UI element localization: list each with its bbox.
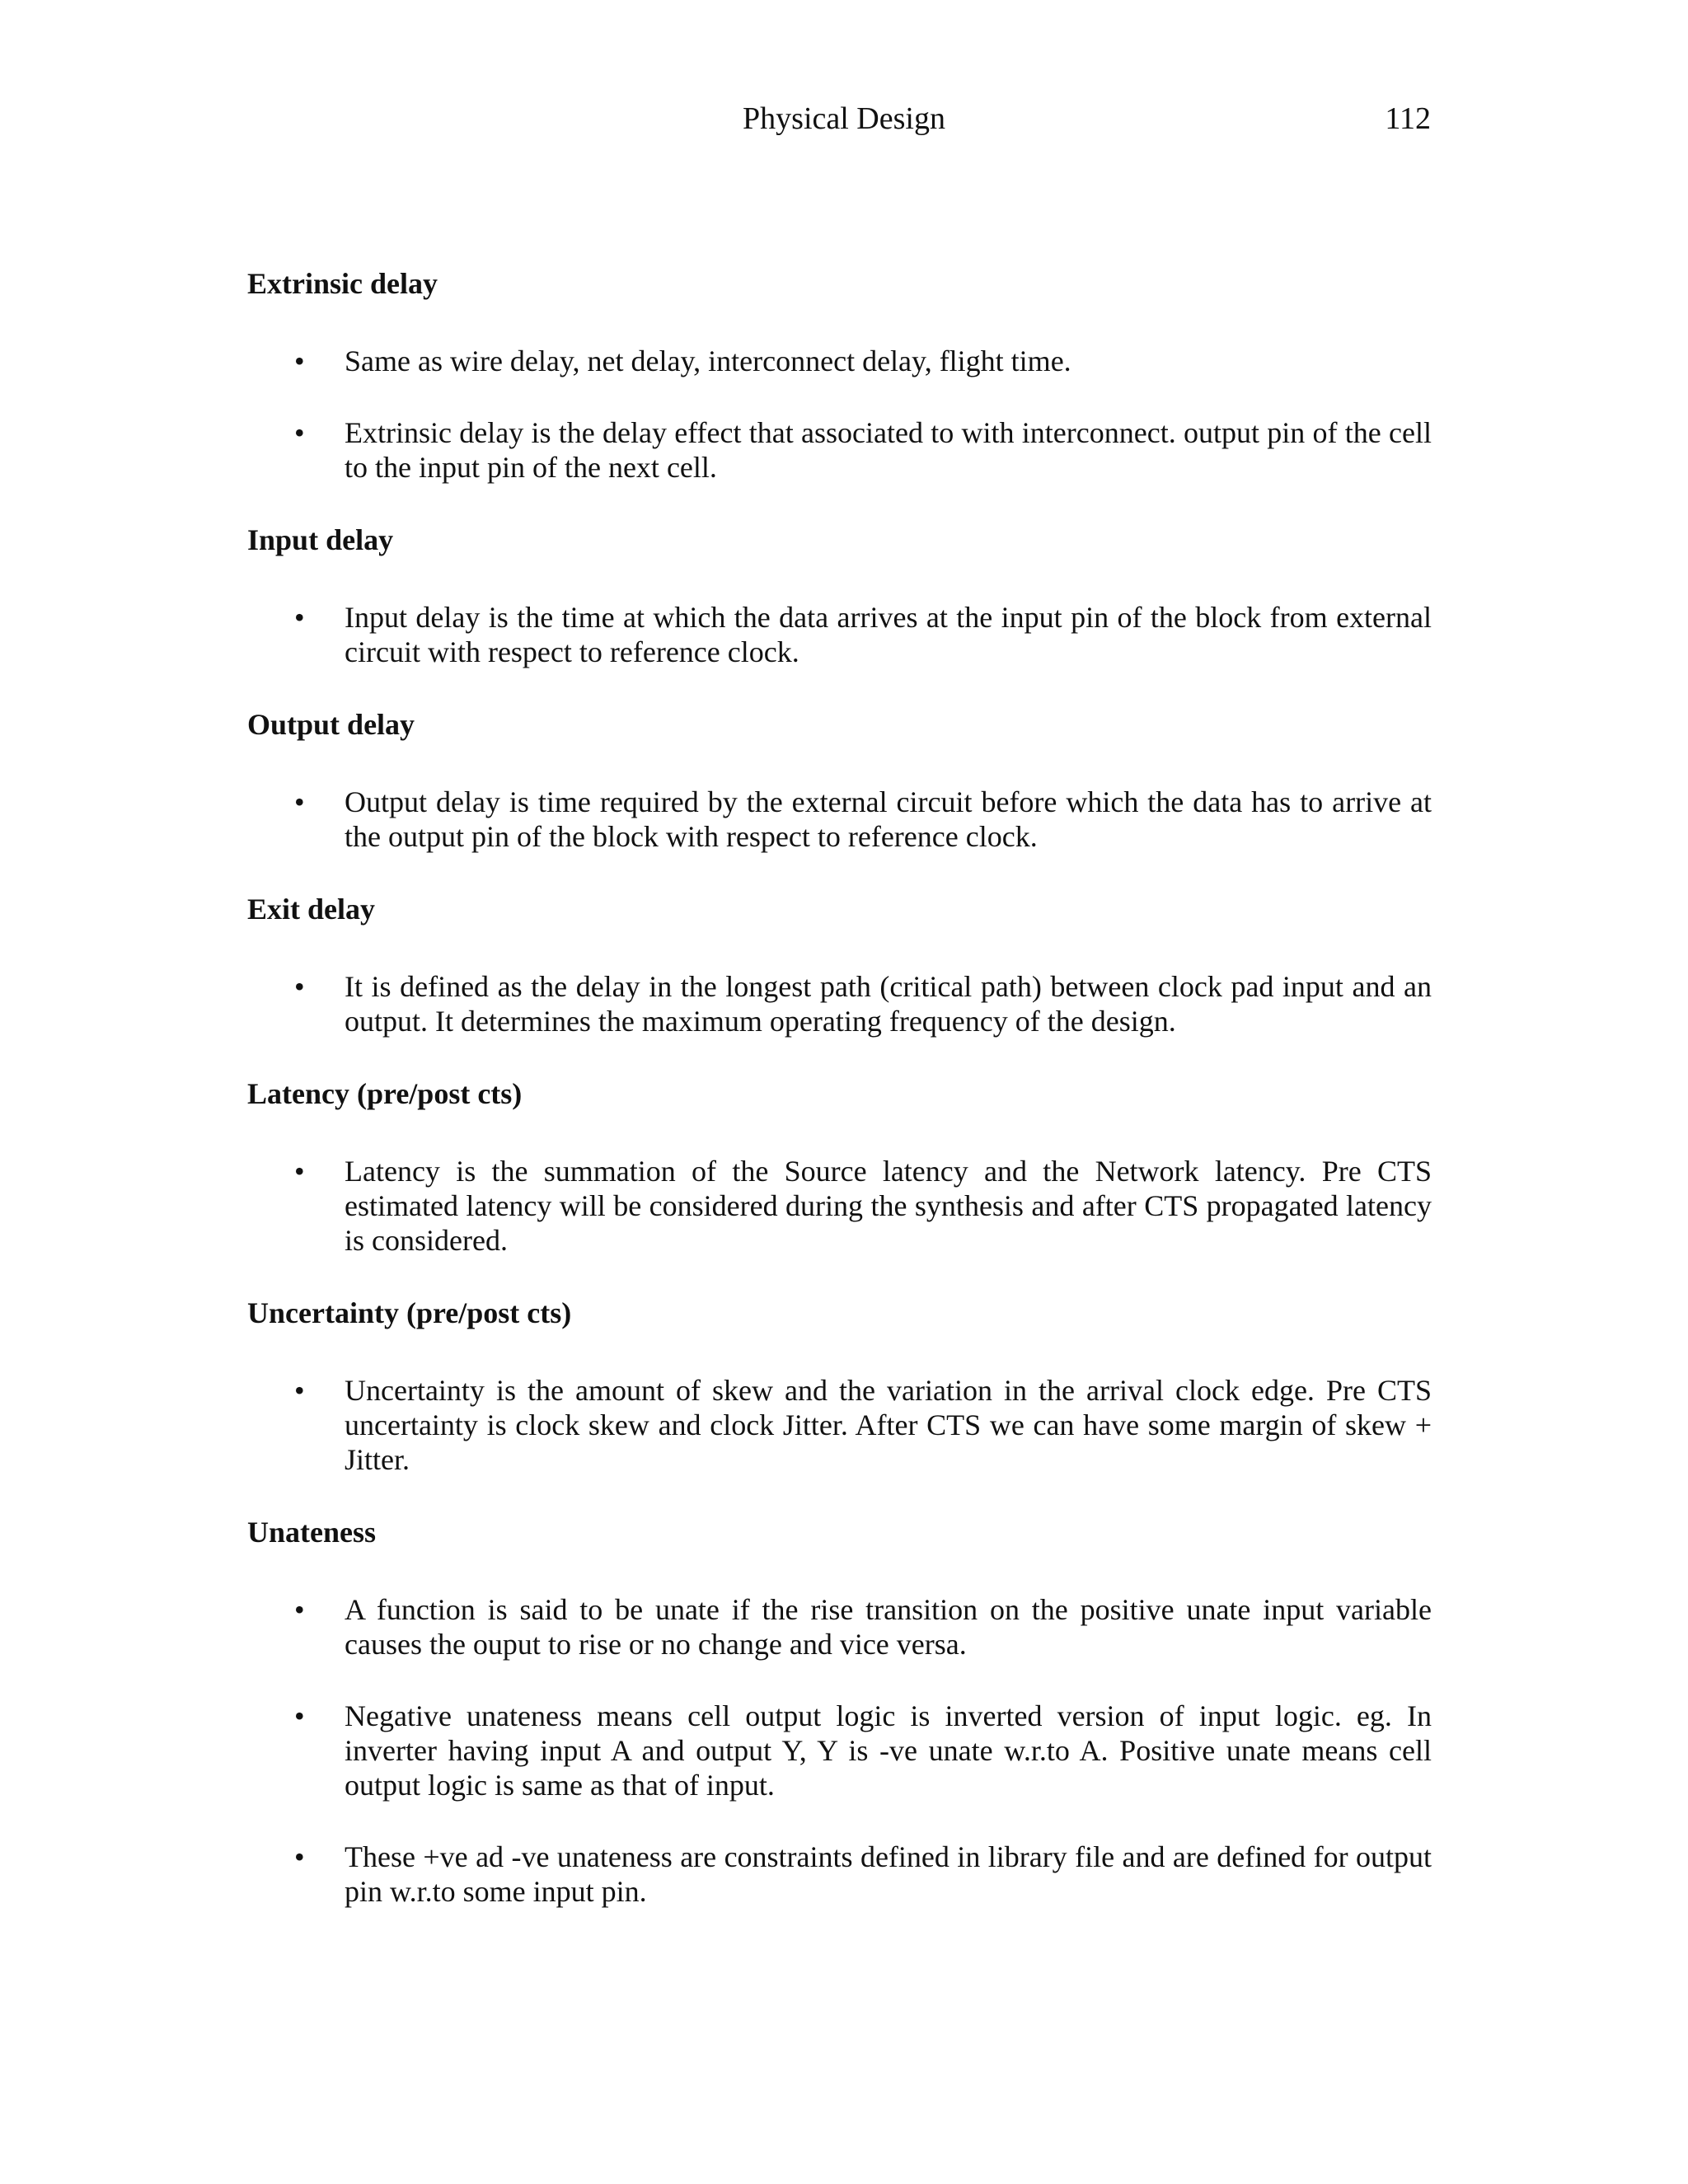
bullet-list (247, 1592, 1432, 1909)
bullet-icon: • (294, 1699, 305, 1732)
bullet-item (247, 969, 1432, 1038)
bullet-list (247, 969, 1432, 1038)
page-body (247, 262, 1432, 1943)
bullet-list (247, 1154, 1432, 1258)
bullet-list (247, 1373, 1432, 1477)
bullet-text: Extrinsic delay is the delay effect that associated to with interconnect. output pin of the cell to the input pin of the next cell. (345, 416, 1432, 484)
bullet-item (247, 1154, 1432, 1258)
running-header (0, 97, 1688, 147)
bullet-text: Output delay is time required by the external circuit before which the data has to arrive at the output pin of the block with respect to reference clock. (345, 785, 1432, 853)
bullet-icon: • (294, 970, 305, 1003)
bullet-item (247, 1699, 1432, 1802)
bullet-icon: • (294, 1155, 305, 1188)
bullet-item (247, 785, 1432, 854)
section-extrinsic-delay (247, 262, 1432, 485)
bullet-list (247, 600, 1432, 669)
section-output-delay (247, 703, 1432, 854)
bullet-text: Uncertainty is the amount of skew and the variation in the arrival clock edge. Pre CTS uncertainty is clock skew and clock Jitter. After CTS we can have some margin of skew + Jitter. (345, 1374, 1432, 1476)
page-number: 112 (1385, 101, 1431, 136)
bullet-item (247, 1592, 1432, 1661)
bullet-icon: • (294, 1593, 305, 1626)
bullet-icon: • (294, 785, 305, 818)
section-heading: Latency (pre/post cts) (247, 1077, 523, 1110)
bullet-icon: • (294, 601, 305, 634)
section-latency (247, 1072, 1432, 1258)
bullet-text: These +ve ad -ve unateness are constraints defined in library file and are defined for output pin w.r.to some input pin. (345, 1840, 1432, 1908)
bullet-list (247, 344, 1432, 485)
bullet-icon: • (294, 344, 305, 377)
section-uncertainty (247, 1291, 1432, 1477)
bullet-text: Input delay is the time at which the data arrives at the input pin of the block from external circuit with respect to reference clock. (345, 601, 1432, 668)
section-heading: Output delay (247, 708, 415, 741)
section-heading: Input delay (247, 523, 394, 556)
bullet-item (247, 600, 1432, 669)
section-heading: Extrinsic delay (247, 267, 438, 300)
bullet-text: Latency is the summation of the Source latency and the Network latency. Pre CTS estimated latency will be considered during the synthesis and after CTS propagated latency is considered. (345, 1155, 1432, 1257)
section-heading: Unateness (247, 1516, 377, 1549)
section-heading: Exit delay (247, 893, 376, 926)
bullet-item (247, 1373, 1432, 1477)
header-title: Physical Design (743, 101, 945, 136)
section-input-delay (247, 518, 1432, 669)
bullet-icon: • (294, 1840, 305, 1873)
bullet-item (247, 415, 1432, 485)
section-exit-delay (247, 888, 1432, 1038)
section-unateness (247, 1511, 1432, 1909)
bullet-text: Negative unateness means cell output logic is inverted version of input logic. eg. In inverter having input A and output Y, Y is -ve unate w.r.to A. Positive unate means cell output logic is same as that of input. (345, 1699, 1432, 1802)
bullet-item (247, 344, 1432, 378)
bullet-text: A function is said to be unate if the rise transition on the positive unate input variable causes the ouput to rise or no change and vice versa. (345, 1593, 1432, 1661)
bullet-icon: • (294, 416, 305, 449)
bullet-list (247, 785, 1432, 854)
bullet-item (247, 1840, 1432, 1909)
section-heading: Uncertainty (pre/post cts) (247, 1296, 572, 1329)
bullet-text: It is defined as the delay in the longest path (critical path) between clock pad input and an output. It determines the maximum operating frequency of the design. (345, 970, 1432, 1038)
bullet-text: Same as wire delay, net delay, interconnect delay, flight time. (345, 344, 1071, 377)
bullet-icon: • (294, 1374, 305, 1407)
